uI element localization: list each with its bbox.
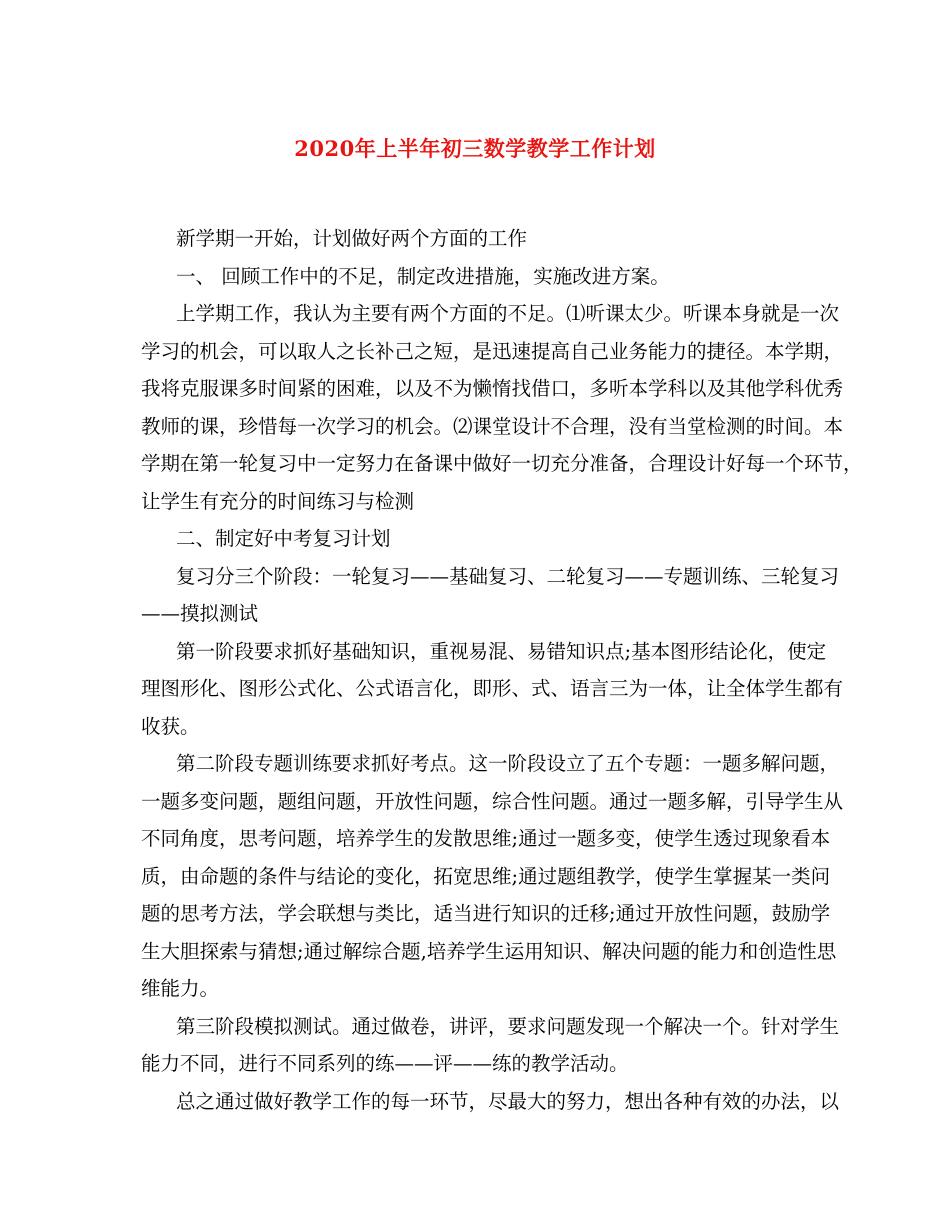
paragraph-line: 维能力。 (141, 977, 220, 1000)
paragraph-line: 第一阶段要求抓好基础知识，重视易混、易错知识点;基本图形结论化，使定 (176, 639, 827, 663)
paragraph-line: 题的思考方法，学会联想与类比，适当进行知识的迁移;通过开放性问题，鼓励学 (141, 902, 831, 925)
paragraph-line: 第二阶段专题训练要求抓好考点。这一阶段设立了五个专题：一题多解问题， (176, 752, 840, 775)
paragraph-line: 一题多变问题，题组问题，开放性问题，综合性问题。通过一题多解，引导学生从 (141, 789, 844, 813)
paragraph-line: 新学期一开始，计划做好两个方面的工作 (176, 227, 528, 250)
paragraph-line: 让学生有充分的时间练习与检测 (141, 489, 415, 513)
paragraph-line: 教师的课，珍惜每一次学习的机会。⑵课堂设计不合理，没有当堂检测的时间。本 (141, 414, 844, 438)
paragraph-line: 我将克服课多时间紧的困难，以及不为懒惰找借口，多听本学科以及其他学科优秀 (141, 377, 844, 400)
paragraph-line: 收获。 (141, 714, 200, 738)
paragraph-line: 复习分三个阶段：一轮复习——基础复习、二轮复习——专题训练、三轮复习 (176, 564, 840, 588)
paragraph-line: 上学期工作，我认为主要有两个方面的不足。⑴听课太少。听课本身就是一次 (176, 302, 840, 325)
paragraph-line: 第三阶段模拟测试。通过做卷，讲评，要求问题发现一个解决一个。针对学生 (176, 1014, 840, 1038)
paragraph-line: 学期在第一轮复习中一定努力在备课中做好一切充分准备，合理设计好每一个环节， (141, 452, 863, 475)
paragraph-line: 总之通过做好教学工作的每一环节，尽最大的努力，想出各种有效的办法，以 (176, 1089, 840, 1113)
section-heading: 二、制定好中考复习计划 (176, 527, 391, 550)
document-body (141, 220, 863, 1120)
paragraph-line: 不同角度，思考问题，培养学生的发散思维;通过一题多变，使学生透过现象看本 (141, 827, 831, 850)
section-heading: 一、 回顾工作中的不足，制定改进措施，实施改进方案。 (176, 264, 670, 288)
paragraph-line: 能力不同，进行不同系列的练——评——练的教学活动。 (141, 1052, 629, 1075)
paragraph-line: 学习的机会，可以取人之长补己之短，是迅速提高自己业务能力的捷径。本学期， (141, 339, 844, 363)
document-title: 2020年上半年初三数学教学工作计划 (294, 136, 656, 161)
paragraph-line: 理图形化、图形公式化、公式语言化，即形、式、语言三为一体，让全体学生都有 (141, 677, 844, 700)
paragraph-line: 生大胆探索与猜想;通过解综合题,培养学生运用知识、解决问题的能力和创造性思 (141, 939, 837, 963)
paragraph-line: 质，由命题的条件与结论的变化，拓宽思维;通过题组教学，使学生掌握某一类问 (141, 864, 831, 888)
paragraph-line: ——摸拟测试 (141, 602, 259, 625)
